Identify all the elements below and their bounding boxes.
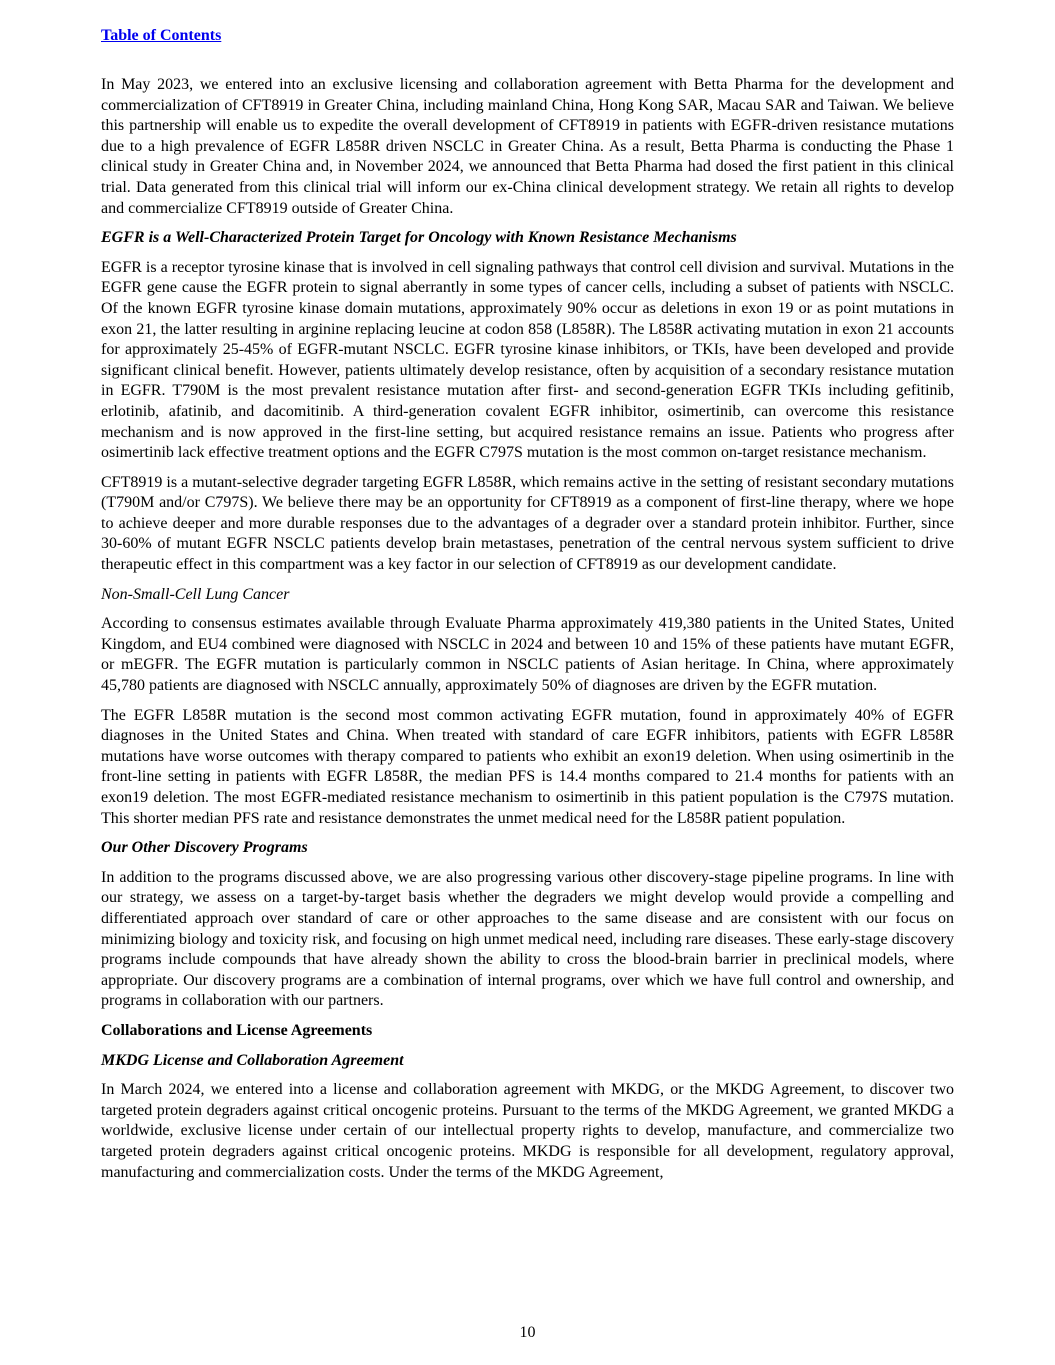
- heading-egfr-target: EGFR is a Well-Characterized Protein Target for Oncology with Known Resistance Mechanisms: [101, 229, 737, 247]
- page-number: 10: [519, 1324, 536, 1341]
- paragraph-l858r-mutation: The EGFR L858R mutation is the second most common activating EGFR mutation, found in approximately 40% of EGFR diagnoses in the United States and China. When treated with standard of care EGFR inhibitors, patients with EGFR L858R mutations have worse outcomes with therapy compared to patients who exhibit an exon19 deletion. When using osimertinib in the front-line setting in patients with EGFR L858R, the median PFS is 14.4 months compared to 21.4 months for patients with an exon19 deletion. The most EGFR-mediated resistance mechanism to osimertinib in this patient population is the C797S mutation. This shorter median PFS rate and resistance demonstrates the unmet medical need for the L858R patient population.: [101, 706, 954, 827]
- heading-nsclc: Non-Small-Cell Lung Cancer: [101, 585, 290, 603]
- paragraph-discovery-programs: In addition to the programs discussed above, we are also progressing various other discovery-stage pipeline programs. In line with our strategy, we assess on a target-by-target basis whether the degraders we might develop would provide a compelling and differentiated approach over standard of care or other approaches to the same disease and are consistent with our focus on minimizing biology and toxicity risk, and focusing on high unmet medical need, including rare diseases. These early-stage discovery programs include compounds that have already shown the ability to cross the blood-brain barrier in preclinical models, where appropriate. Our discovery programs are a combination of internal programs, over which we have full control and ownership, and programs in collaboration with our partners.: [101, 868, 954, 1010]
- heading-other-discovery-programs: Our Other Discovery Programs: [101, 839, 308, 857]
- document-page: [101, 26, 954, 1192]
- paragraph-nsclc-estimates: According to consensus estimates available through Evaluate Pharma approximately 419,380 patients in the United States, United Kingdom, and EU4 combined were diagnosed with NSCLC in 2024 and between 10 and 15% of these patients have mutant EGFR, or mEGFR. The EGFR mutation is particularly common in NSCLC patients of Asian heritage. In China, where approximately 45,780 patients are diagnosed with NSCLC annually, approximately 50% of diagnoses are driven by the EGFR mutation.: [101, 615, 954, 695]
- paragraph-cft8919-degrader: CFT8919 is a mutant-selective degrader targeting EGFR L858R, which remains active in the setting of resistant secondary mutations (T790M and/or C797S). We believe there may be an opportunity for CFT8919 as a component of first-line therapy, where we hope to achieve deeper and more durable responses due to the advantages of a degrader over a standard protein inhibitor. Further, since 30-60% of mutant EGFR NSCLC patients develop brain metastases, penetration of the central nervous system sufficient to drive therapeutic effect in this compartment was a key factor in our selection of CFT8919 as our development candidate.: [101, 473, 954, 574]
- document-body: [101, 75, 954, 1183]
- heading-mkdg-agreement: MKDG License and Collaboration Agreement: [101, 1051, 404, 1069]
- paragraph-egfr-overview: EGFR is a receptor tyrosine kinase that is involved in cell signaling pathways that control cell division and survival. Mutations in the EGFR gene cause the EGFR protein to signal aberrantly in some types of cancer cells, including a subset of patients with NSCLC. Of the known EGFR tyrosine kinase domain mutations, approximately 90% occur as deletions in exon 19 or as point mutations in exon 21, the latter resulting in arginine replacing leucine at codon 858 (L858R). The L858R activating mutation in exon 21 accounts for approximately 25-45% of EGFR-mutant NSCLC. EGFR tyrosine kinase inhibitors, or TKIs, have been developed and provide significant clinical benefit. However, patients ultimately develop resistance, often by acquisition of a secondary resistance mutation in EGFR. T790M is the most prevalent resistance mutation after first- and second-generation EGFR TKIs including gefitinib, erlotinib, afatinib, and dacomitinib. A third-generation covalent EGFR inhibitor, osimertinib, can overcome this resistance mechanism and is now approved in the first-line setting, but acquired resistance remains an issue. Patients who progress after osimertinib lack effective treatment options and the EGFR C797S mutation is the most common on-target resistance mechanism.: [101, 258, 954, 462]
- paragraph-mkdg-agreement: In March 2024, we entered into a license and collaboration agreement with MKDG, or the MKDG Agreement, to discover two targeted protein degraders against critical oncogenic proteins. Pursuant to the terms of the MKDG Agreement, we granted MKDG a worldwide, exclusive license under certain of our intellectual property rights to develop, manufacture, and commercialize two targeted protein degraders against critical oncogenic proteins. MKDG is responsible for all development, regulatory approval, manufacturing and commercialization costs. Under the terms of the MKDG Agreement,: [101, 1081, 954, 1181]
- paragraph-betta-pharma-agreement: In May 2023, we entered into an exclusive licensing and collaboration agreement with Betta Pharma for the development and commercialization of CFT8919 in Greater China, including mainland China, Hong Kong SAR, Macau SAR and Taiwan. We believe this partnership will enable us to expedite the overall development of CFT8919 in patients with EGFR-driven resistance mutations due to a high prevalence of EGFR L858R driven NSCLC in Greater China. As a result, Betta Pharma is conducting the Phase 1 clinical study in Greater China and, in November 2024, we announced that Betta Pharma had dosed the first patient in this clinical trial. Data generated from this clinical trial will inform our ex-China clinical development strategy. We retain all rights to develop and commercialize CFT8919 outside of Greater China.: [101, 76, 954, 217]
- table-of-contents-link[interactable]: Table of Contents: [101, 27, 222, 44]
- heading-collaborations: Collaborations and License Agreements: [101, 1021, 373, 1039]
